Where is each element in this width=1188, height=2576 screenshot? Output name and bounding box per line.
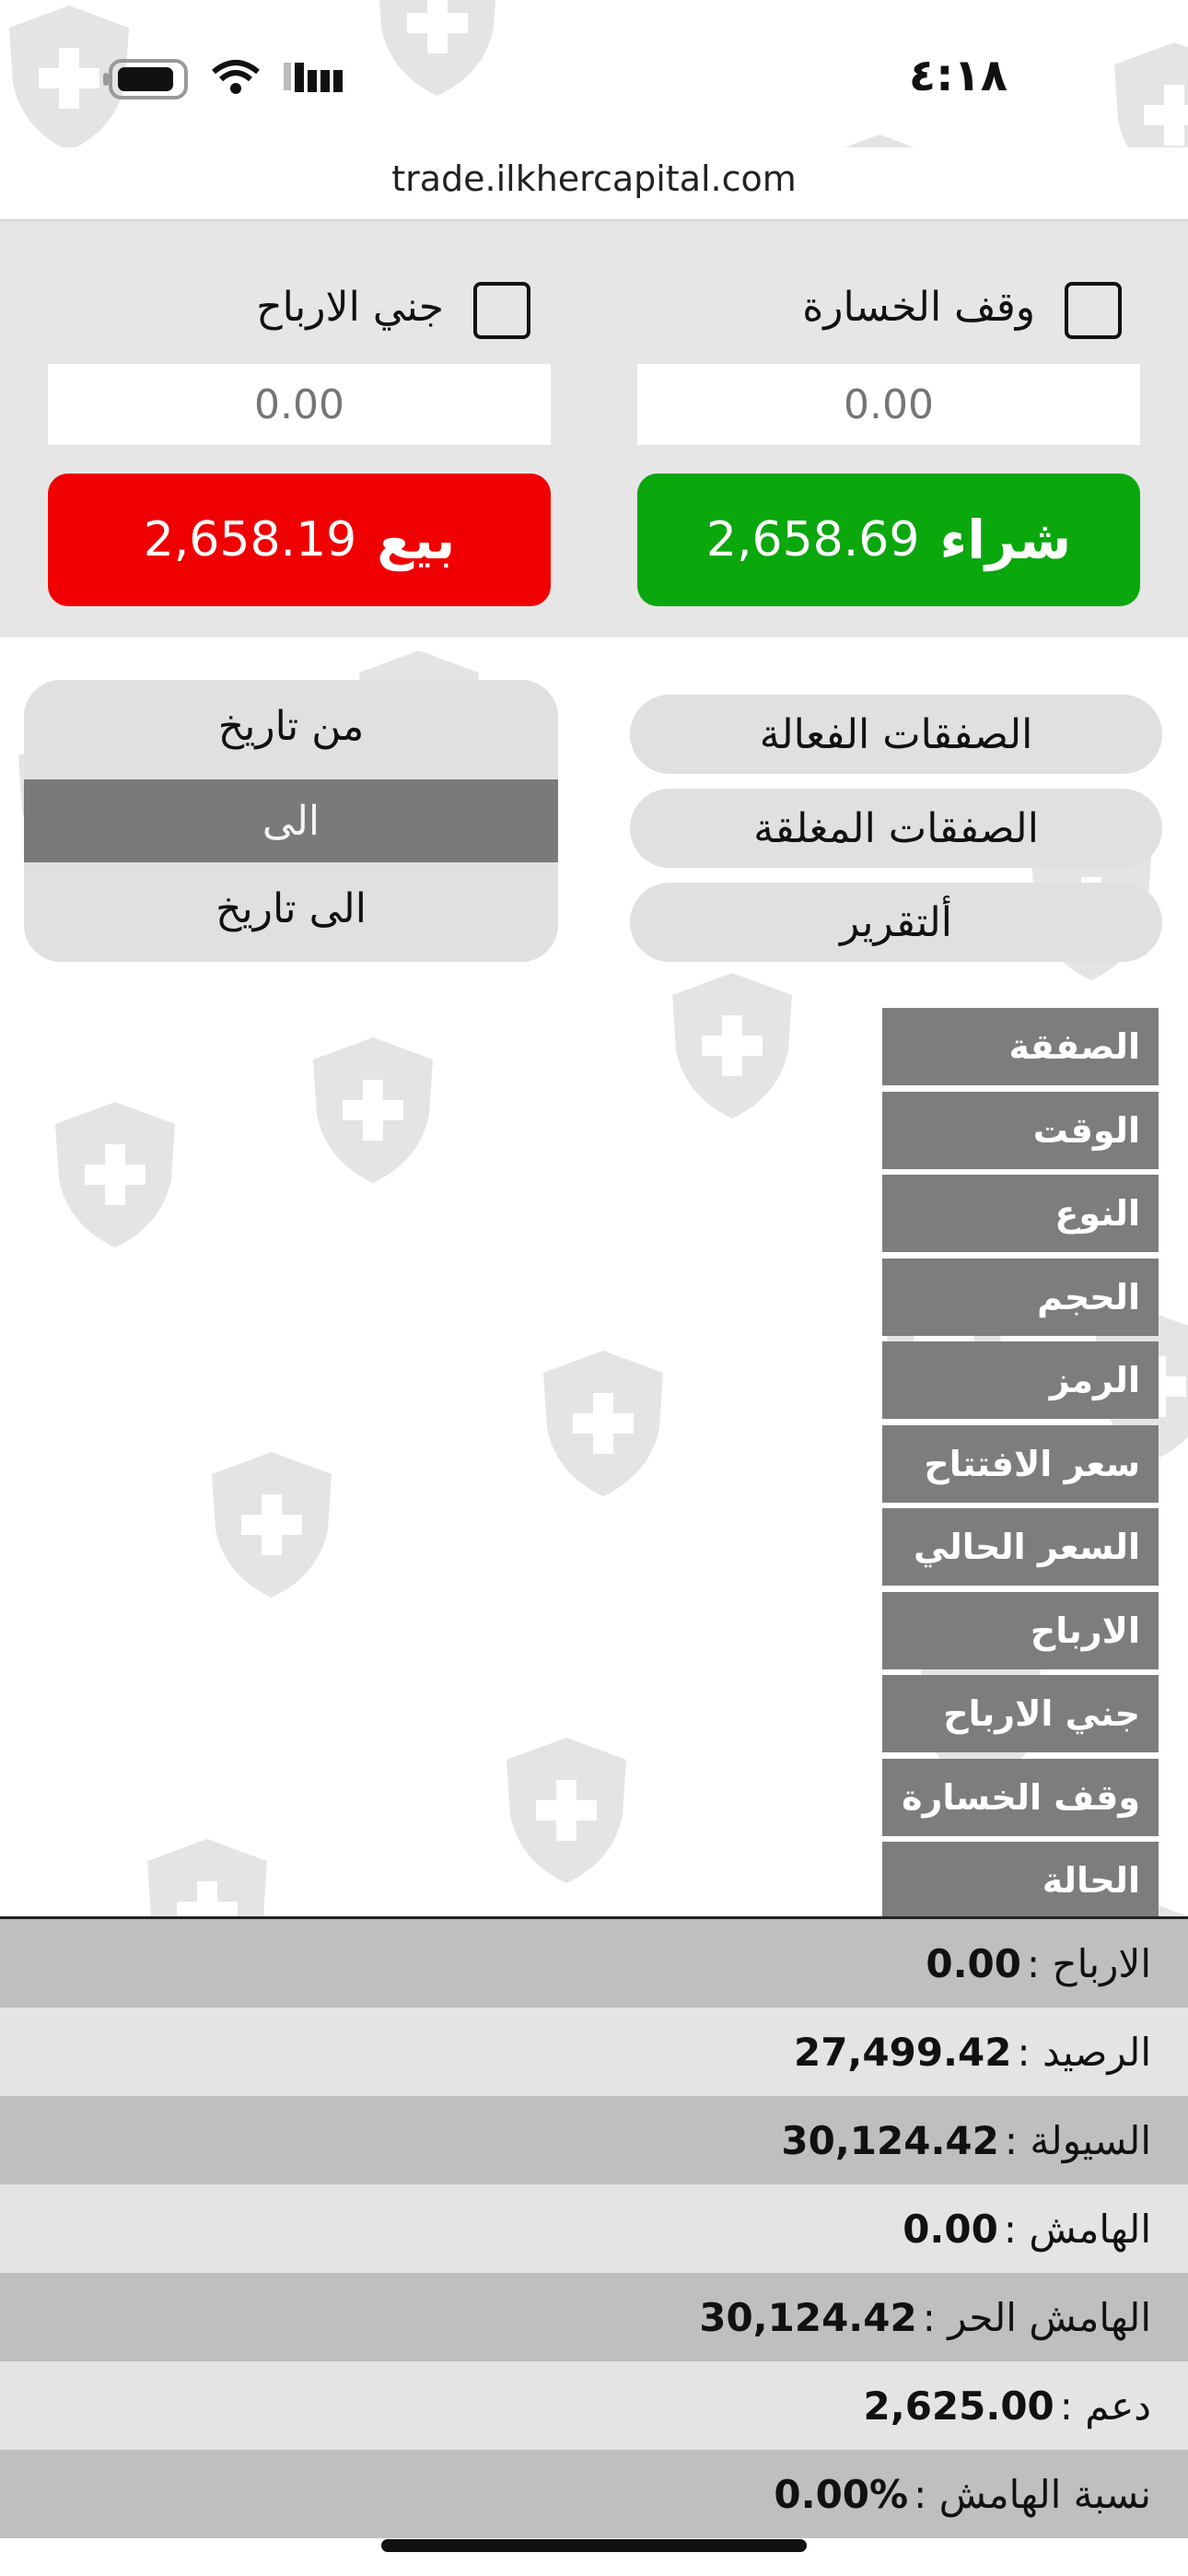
summary-row (0, 2096, 1188, 2184)
column-header[interactable]: وقف الخسارة (882, 1759, 1159, 1836)
summary-label: نسبة الهامش : (914, 2471, 1151, 2517)
summary-label: الهامش : (1003, 2206, 1151, 2252)
shield-plus-icon (497, 1732, 635, 1889)
date-filter-panel (24, 680, 558, 962)
buy-price: 2,658.69 (705, 512, 920, 568)
status-bar (0, 0, 1188, 147)
column-header[interactable]: الصفقة (882, 1008, 1159, 1085)
summary-value: 0.00% (774, 2471, 909, 2517)
summary-label: الارباح : (1026, 1940, 1151, 1986)
sell-price: 2,658.19 (143, 512, 357, 568)
summary-row (0, 1919, 1188, 2008)
shield-plus-icon (663, 967, 801, 1124)
summary-value: 0.00 (926, 1940, 1021, 1986)
stop-loss-checkbox[interactable] (1065, 282, 1122, 339)
sell-label: بيع (377, 509, 456, 571)
tab-active-trades-label: الصفقات الفعالة (759, 710, 1033, 758)
summary-value: 0.00 (903, 2206, 998, 2252)
column-header[interactable]: الوقت (882, 1092, 1159, 1169)
shield-plus-icon (203, 1446, 341, 1603)
tab-active-trades[interactable] (630, 695, 1162, 774)
summary-row (0, 2361, 1188, 2450)
summary-value: 30,124.42 (699, 2294, 917, 2340)
home-indicator (381, 2539, 807, 2552)
date-from-field[interactable] (24, 680, 558, 772)
tab-closed-trades-label: الصفقات المغلقة (753, 804, 1039, 852)
url-text: trade.ilkhercapital.com (391, 158, 797, 199)
column-header[interactable]: السعر الحالي (882, 1508, 1159, 1586)
summary-row (0, 2008, 1188, 2096)
summary-row (0, 2273, 1188, 2361)
stop-loss-label: وقف الخسارة (802, 284, 1035, 331)
take-profit-label: جني الارباح (256, 284, 444, 331)
url-bar[interactable] (0, 147, 1188, 221)
signal-icon (282, 57, 348, 96)
sell-button[interactable] (48, 474, 551, 606)
date-to-label: الى تاريخ (215, 884, 367, 932)
order-panel (0, 221, 1188, 638)
battery-icon (101, 57, 193, 101)
date-to-field[interactable] (24, 862, 558, 954)
column-header[interactable]: الحالة (882, 1842, 1159, 1919)
shield-plus-icon (304, 1032, 442, 1188)
status-time: ٤:١٨ (908, 50, 1007, 101)
buy-button[interactable] (637, 474, 1140, 606)
date-to-separator-label: الى (262, 797, 320, 845)
column-header[interactable]: الرمز (882, 1341, 1159, 1419)
wifi-icon (210, 59, 262, 96)
tab-report[interactable] (630, 883, 1162, 962)
date-from-label: من تاريخ (217, 702, 365, 750)
take-profit-checkbox[interactable] (473, 282, 530, 339)
summary-label: الرصيد : (1017, 2029, 1151, 2075)
buy-label: شراء (939, 509, 1072, 571)
column-header[interactable]: سعر الافتتاح (882, 1425, 1159, 1503)
summary-value: 2,625.00 (863, 2383, 1054, 2429)
summary-row (0, 2450, 1188, 2538)
column-header[interactable]: جني الارباح (882, 1675, 1159, 1752)
column-header[interactable]: الحجم (882, 1259, 1159, 1336)
summary-value: 27,499.42 (793, 2029, 1012, 2075)
shield-plus-icon (46, 1096, 184, 1253)
summary-label: دعم : (1059, 2383, 1151, 2429)
summary-row (0, 2184, 1188, 2273)
column-header[interactable]: النوع (882, 1175, 1159, 1252)
summary-label: السيولة : (1004, 2117, 1151, 2163)
summary-value: 30,124.42 (781, 2117, 999, 2163)
tab-report-label: ألتقرير (840, 898, 952, 946)
tab-closed-trades[interactable] (630, 789, 1162, 868)
column-header[interactable]: الارباح (882, 1592, 1159, 1669)
take-profit-input[interactable] (48, 364, 551, 445)
summary-label: الهامش الحر : (922, 2294, 1151, 2340)
shield-plus-icon (534, 1345, 672, 1502)
stop-loss-input[interactable] (637, 364, 1140, 445)
date-to-separator (24, 779, 558, 862)
